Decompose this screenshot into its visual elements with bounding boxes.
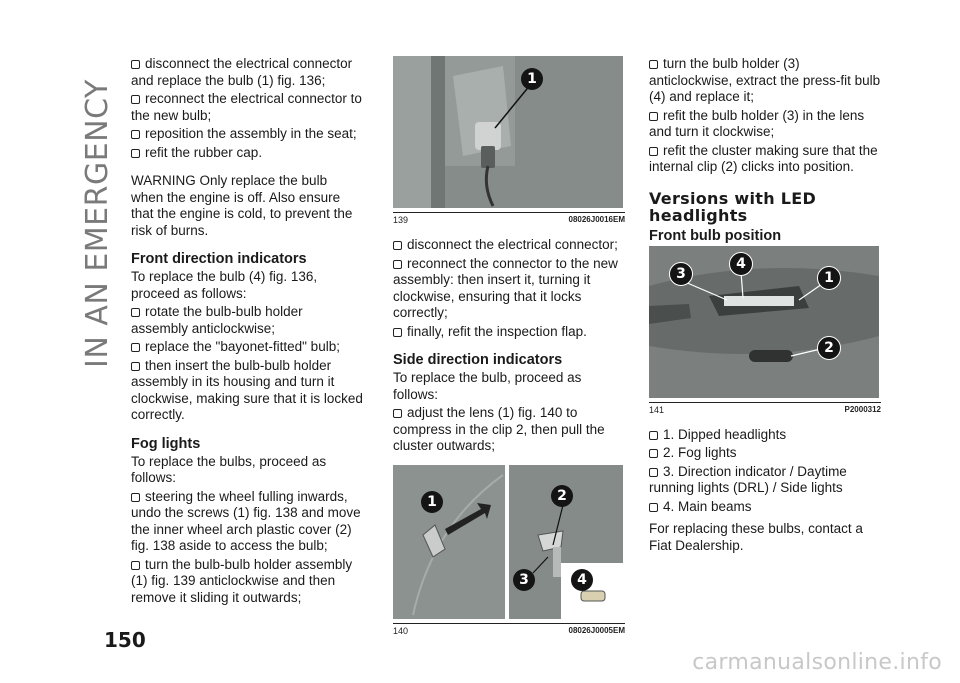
figure-141 — [649, 246, 879, 398]
step-rotate-assembly: rotate the bulb-bulb holder assembly anticlockwise; — [131, 304, 363, 337]
step-refit-cluster: refit the cluster making sure that the internal clip (2) clicks into position. — [649, 143, 881, 176]
column-1 — [131, 56, 363, 608]
legend-dipped-headlights: 1. Dipped headlights — [649, 427, 881, 444]
fog-intro: To replace the bulbs, proceed as follows: — [131, 453, 327, 485]
step-reconnect-new-assembly: reconnect the connector to the new assembly: then insert it, turning it clockwise, ensuring that it locks correctly; — [393, 256, 625, 322]
step-insert-assembly: then insert the bulb-bulb holder assembly in its housing and turn it clockwise, making sure that it is locked correctly. — [131, 357, 363, 422]
legend-main-beams: 4. Main beams — [649, 499, 881, 516]
watermark: carmanualsonline.info — [692, 650, 942, 675]
front-intro: To replace the bulb (4) fig. 136, proceed as follows: — [131, 269, 318, 301]
heading-led-versions: Versions with LED headlights — [649, 188, 817, 225]
heading-front-bulb-position: Front bulb position — [649, 227, 782, 244]
step-reconnect-connector: reconnect the electrical connector to the new bulb; — [131, 91, 362, 123]
step-disconnect-connector: disconnect the electrical connector and replace the bulb (1) fig. 136; — [131, 56, 363, 89]
figure-139 — [393, 56, 623, 208]
step-steer-wheel: steering the wheel fulling inwards, undo the screws (1) fig. 138 and move the inner wheel arch plastic cover (2) fig. 138 aside to access the bulb; — [131, 489, 363, 555]
column-3 — [649, 56, 881, 556]
step-reposition-assembly: reposition the assembly in the seat; — [131, 126, 363, 143]
step-refit-bulb-holder: refit the bulb holder (3) in the lens and turn it clockwise; — [649, 108, 881, 141]
callout-1: 1 — [521, 68, 543, 90]
figure-141-caption — [649, 402, 881, 415]
step-refit-cap: refit the rubber cap. — [131, 145, 363, 162]
callout-1: 1 — [421, 491, 443, 513]
side-intro: To replace the bulb, proceed as follows: — [393, 370, 582, 402]
section-title: IN AN EMERGENCY — [80, 79, 115, 368]
callout-3: 3 — [669, 262, 693, 286]
figure-141-number: 141 — [649, 404, 665, 415]
callout-2: 2 — [551, 485, 573, 507]
callout-4: 4 — [571, 569, 593, 591]
figure-141-code: P2000312 — [844, 404, 881, 414]
figure-140-code: 08026J0005EM — [568, 625, 625, 635]
step-adjust-lens: adjust the lens (1) fig. 140 to compress in the clip 2, then pull the cluster outwards; — [393, 405, 625, 455]
column-2 — [393, 56, 625, 648]
legend-fog-lights: 2. Fog lights — [649, 445, 881, 462]
figure-139-caption — [393, 212, 625, 225]
step-disconnect-electrical: disconnect the electrical connector; — [393, 237, 625, 254]
figure-140-illustration — [393, 465, 623, 619]
step-replace-bayonet-bulb: replace the "bayonet-fitted" bulb; — [131, 339, 363, 356]
callout-1: 1 — [817, 266, 841, 290]
step-turn-bulb-holder-anticlockwise: turn the bulb holder (3) anticlockwise, extract the press-fit bulb (4) and replace it; — [649, 56, 881, 104]
figure-140-number: 140 — [393, 625, 409, 636]
heading-side-direction-indicators: Side direction indicators — [393, 352, 563, 368]
legend-direction-indicator: 3. Direction indicator / Daytime running lights (DRL) / Side lights — [649, 464, 881, 497]
heading-fog-lights: Fog lights — [131, 435, 201, 452]
page-number: 150 — [104, 628, 146, 652]
closing-text: For replacing these bulbs, contact a Fiat Dealership. — [649, 521, 863, 553]
section-sidebar-title — [80, 48, 114, 368]
callout-4: 4 — [729, 252, 753, 276]
figure-139-illustration — [393, 56, 623, 208]
step-turn-bulb-holder: turn the bulb-bulb holder assembly (1) fig. 139 anticlockwise and then remove it sliding it outwards; — [131, 557, 363, 607]
step-refit-flap: finally, refit the inspection flap. — [393, 324, 625, 341]
heading-front-direction-indicators: Front direction indicators — [131, 251, 307, 267]
warning-text: WARNING Only replace the bulb when the engine is off. Also ensure that the engine is cold, to prevent the risk of burns. — [131, 173, 353, 238]
callout-3: 3 — [513, 569, 535, 591]
figure-140 — [393, 465, 623, 619]
figure-139-code: 08026J0016EM — [568, 215, 625, 224]
figure-140-caption — [393, 623, 625, 636]
figure-139-number: 139 — [393, 215, 409, 225]
callout-2: 2 — [817, 336, 841, 360]
